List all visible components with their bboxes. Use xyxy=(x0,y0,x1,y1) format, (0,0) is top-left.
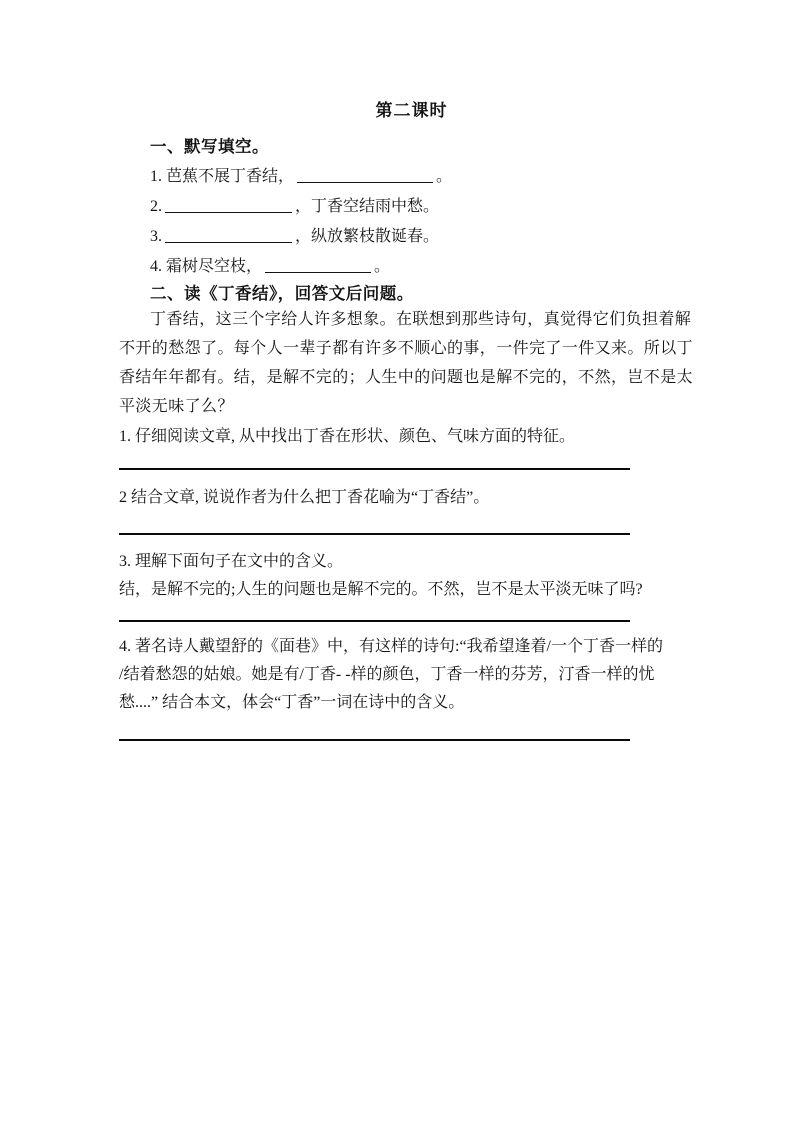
item-number: 2. xyxy=(150,198,162,215)
answer-line xyxy=(119,739,630,741)
answer-line xyxy=(119,620,630,622)
item-text-after: 。 xyxy=(374,258,391,275)
fill-in-blank xyxy=(165,226,292,243)
section-two-heading: 二、读《丁香结》，回答文后问题。 xyxy=(150,285,414,303)
page-title: 第二课时 xyxy=(375,101,448,120)
passage-line: 不开的愁怨了。每个人一辈子都有许多不顺心的事，一件完了一件又来。所以丁 xyxy=(119,340,694,357)
fill-in-blank xyxy=(297,166,433,183)
passage-line: 平淡无味了么？ xyxy=(119,398,234,415)
item-number: 1. xyxy=(150,168,162,185)
item-text-before: 芭蕉不展丁香结， xyxy=(166,168,295,185)
dictation-item-4 xyxy=(119,256,712,277)
question-4-line-1: 4. 著名诗人戴望舒的《面巷》中，有这样的诗句:“我希望逢着/一个丁香一样的 xyxy=(119,638,663,655)
section-one-heading: 一、默写填空。 xyxy=(150,138,269,156)
question-4-line-2: /结着愁怨的姑娘。她是有/丁香- -样的颜色，丁香一样的芬芳，汀香一样的忧 xyxy=(119,666,655,683)
item-number: 4. xyxy=(150,258,162,275)
question-1: 1. 仔细阅读文章, 从中找出丁香在形状、颜色、气味方面的特征。 xyxy=(119,428,576,445)
item-text-after: ，丁香空结雨中愁。 xyxy=(295,198,440,215)
question-4-line-3: 愁....” 结合本文，体会“丁香”一词在诗中的含义。 xyxy=(119,694,465,711)
answer-line xyxy=(119,468,630,470)
item-text-before: 霜树尽空枝， xyxy=(166,258,263,275)
item-text-after: ，纵放繁枝散诞春。 xyxy=(295,228,440,245)
question-3: 3. 理解下面句子在文中的含义。 xyxy=(119,553,344,570)
passage-line: 香结年年都有。结，是解不完的；人生中的问题也是解不完的，不然，岂不是太 xyxy=(119,369,694,386)
question-3-quote: 结，是解不完的;人生的问题也是解不完的。不然，岂不是太平淡无味了吗? xyxy=(119,581,643,598)
item-text-after: 。 xyxy=(436,168,453,185)
question-2: 2 结合文章, 说说作者为什么把丁香花喻为“丁香结”。 xyxy=(119,489,490,506)
fill-in-blank xyxy=(165,196,292,213)
item-number: 3. xyxy=(150,228,162,245)
dictation-item-1 xyxy=(119,166,712,187)
answer-line xyxy=(119,533,630,535)
passage-line: 丁香结，这三个字给人许多想象。在联想到那些诗句，真觉得它们负担着解 xyxy=(150,311,692,328)
dictation-item-3 xyxy=(119,226,712,247)
dictation-item-2 xyxy=(119,196,712,217)
fill-in-blank xyxy=(265,256,371,273)
